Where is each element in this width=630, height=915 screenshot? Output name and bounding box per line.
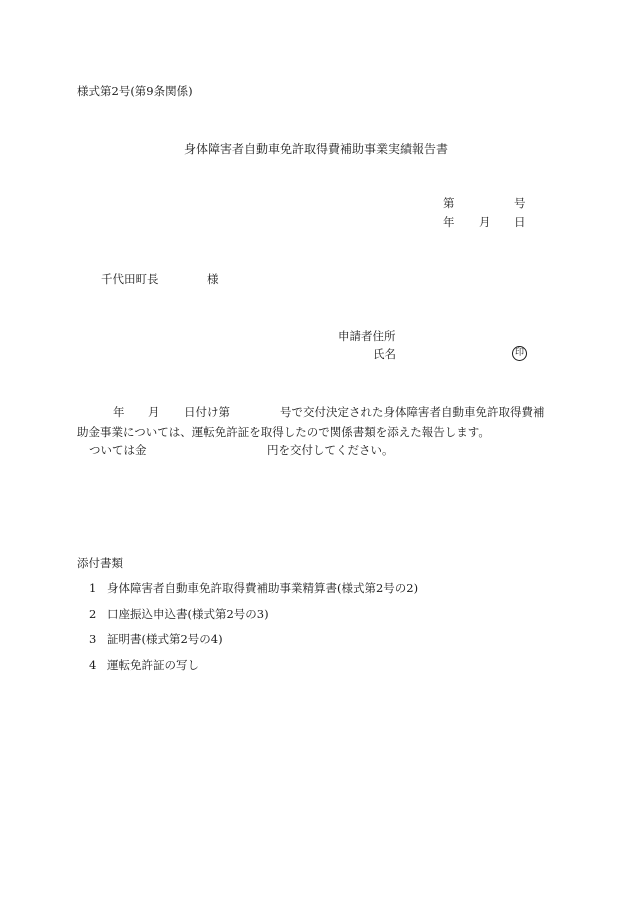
form-number: 様式第2号(第9条関係) (77, 84, 193, 98)
attachment-item: 証明書(様式第2号の4) (107, 632, 223, 646)
attachment-number: 3 (89, 632, 97, 646)
seal-icon: 印 (512, 346, 527, 361)
date-day-label: 日 (514, 215, 526, 229)
body-year-label: 年 (113, 405, 125, 419)
attachments-heading: 添付書類 (77, 556, 123, 570)
applicant-name-label: 氏名 (373, 347, 396, 361)
reference-go-label: 号 (514, 196, 526, 210)
attachment-number: 2 (89, 607, 97, 621)
attachment-item: 口座振込申込書(様式第2号の3) (107, 607, 269, 621)
addressee-name: 千代田町長 (101, 272, 159, 286)
date-month-label: 月 (479, 215, 491, 229)
body-request-text: 円を交付してください。 (267, 443, 394, 457)
applicant-address-label: 申請者住所 (338, 329, 396, 343)
addressee-honorific: 様 (207, 272, 219, 286)
body-line-2-text: 助金事業については、運転免許証を取得したので関係書類を添えた報告します。 (77, 425, 490, 439)
reference-dai-label: 第 (443, 196, 455, 210)
attachment-item: 運転免許証の写し (107, 658, 199, 672)
attachment-number: 1 (89, 581, 97, 595)
body-month-label: 月 (148, 405, 160, 419)
attachment-number: 4 (89, 658, 97, 672)
body-dated-label: 日付け第 (184, 405, 230, 419)
body-amount-label: ついては金 (89, 443, 147, 457)
body-line-1-text: 号で交付決定された身体障害者自動車免許取得費補 (280, 405, 545, 419)
attachment-item: 身体障害者自動車免許取得費補助事業精算書(様式第2号の2) (107, 581, 419, 595)
document-title: 身体障害者自動車免許取得費補助事業実績報告書 (184, 142, 449, 156)
date-year-label: 年 (443, 215, 455, 229)
